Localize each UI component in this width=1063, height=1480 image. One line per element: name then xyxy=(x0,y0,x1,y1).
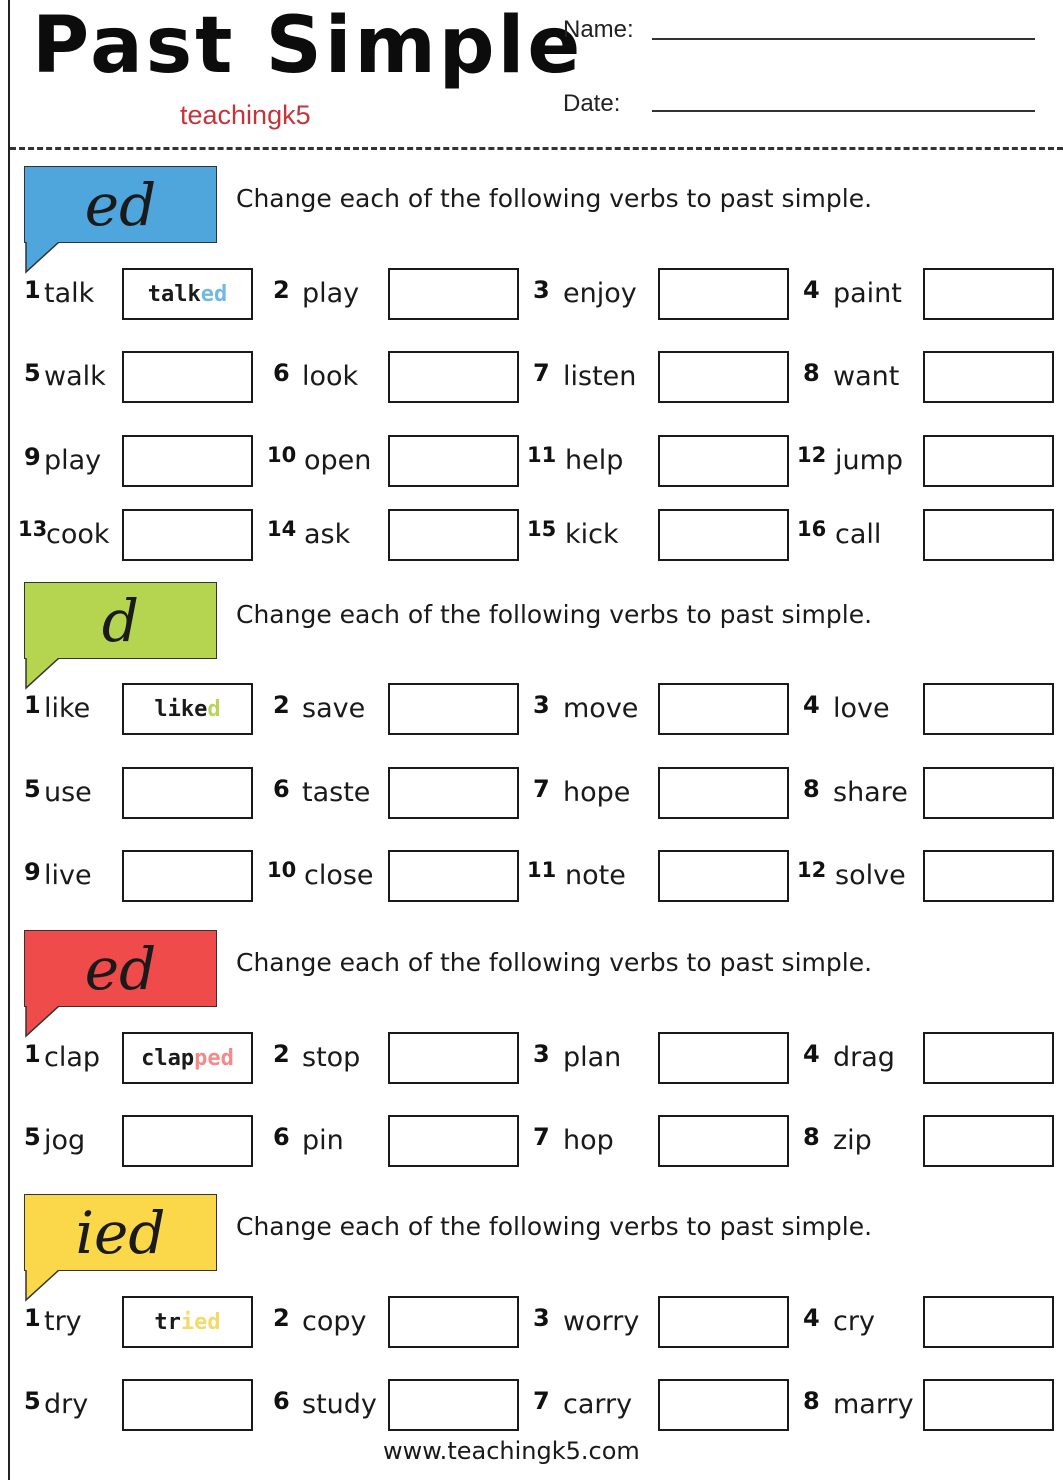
item-number: 6 xyxy=(273,359,290,387)
verb-label: play xyxy=(302,278,360,309)
exercise-section xyxy=(0,1194,1063,1274)
answer-box[interactable] xyxy=(658,683,789,735)
verb-label: zip xyxy=(833,1125,872,1156)
answer-box[interactable] xyxy=(122,1115,253,1167)
item-number: 14 xyxy=(267,517,297,541)
verb-label: cook xyxy=(46,519,110,550)
answer-box[interactable] xyxy=(658,268,789,320)
item-number: 10 xyxy=(267,443,297,467)
item-number: 3 xyxy=(533,276,550,304)
verb-label: plan xyxy=(563,1042,622,1073)
verb-label: open xyxy=(304,445,372,476)
verb-label: play xyxy=(44,445,102,476)
item-number: 7 xyxy=(533,359,550,387)
verb-label: live xyxy=(44,860,92,891)
worksheet-title: Past Simple xyxy=(32,1,584,91)
date-label: Date: xyxy=(563,90,621,117)
ending-banner xyxy=(24,930,217,1007)
exercise-row xyxy=(0,1031,1063,1087)
item-number: 13 xyxy=(18,517,48,541)
example-stem: tr xyxy=(154,1309,181,1335)
exercise-section xyxy=(0,582,1063,662)
item-number: 2 xyxy=(273,691,290,719)
verb-label: look xyxy=(302,361,359,392)
verb-label: jump xyxy=(835,445,904,476)
item-number: 3 xyxy=(533,1040,550,1068)
answer-box[interactable] xyxy=(122,435,253,487)
item-number: 5 xyxy=(24,359,41,387)
verb-label: kick xyxy=(565,519,619,550)
verb-label: listen xyxy=(563,361,637,392)
verb-label: move xyxy=(563,693,639,724)
item-number: 6 xyxy=(273,775,290,803)
verb-label: note xyxy=(565,860,626,891)
exercise-section xyxy=(0,166,1063,246)
answer-box[interactable] xyxy=(658,1032,789,1084)
verb-label: use xyxy=(44,777,92,808)
item-number: 9 xyxy=(24,858,41,886)
instruction-text: Change each of the following verbs to past simple. xyxy=(236,948,873,977)
item-number: 4 xyxy=(803,1304,820,1332)
answer-box[interactable] xyxy=(388,1379,519,1431)
ending-label: ied xyxy=(75,1198,166,1267)
answer-box[interactable] xyxy=(658,1296,789,1348)
verb-label: dry xyxy=(44,1389,89,1420)
answer-box[interactable] xyxy=(122,351,253,403)
item-number: 2 xyxy=(273,1304,290,1332)
verb-label: try xyxy=(44,1306,82,1337)
item-number: 7 xyxy=(533,1387,550,1415)
item-number: 9 xyxy=(24,443,41,471)
exercise-row xyxy=(0,1295,1063,1351)
ending-banner xyxy=(24,1194,217,1271)
answer-box[interactable] xyxy=(923,1115,1054,1167)
answer-box[interactable] xyxy=(658,509,789,561)
item-number: 8 xyxy=(803,1123,820,1151)
exercise-row xyxy=(0,508,1063,564)
verb-label: walk xyxy=(44,361,106,392)
answer-box[interactable] xyxy=(388,683,519,735)
verb-label: carry xyxy=(563,1389,633,1420)
name-field[interactable] xyxy=(652,38,1035,40)
exercise-row xyxy=(0,350,1063,406)
answer-box[interactable] xyxy=(923,509,1054,561)
item-number: 2 xyxy=(273,276,290,304)
item-number: 7 xyxy=(533,775,550,803)
verb-label: marry xyxy=(833,1389,914,1420)
example-answer-box[interactable] xyxy=(122,268,253,320)
example-answer-box[interactable] xyxy=(122,1032,253,1084)
answer-box[interactable] xyxy=(923,1379,1054,1431)
exercise-row xyxy=(0,849,1063,905)
answer-box[interactable] xyxy=(388,351,519,403)
verb-label: enjoy xyxy=(563,278,637,309)
verb-label: stop xyxy=(302,1042,361,1073)
exercise-row xyxy=(0,267,1063,323)
item-number: 3 xyxy=(533,691,550,719)
example-answer-box[interactable] xyxy=(122,683,253,735)
verb-label: solve xyxy=(835,860,906,891)
date-field[interactable] xyxy=(652,110,1035,112)
verb-label: worry xyxy=(563,1306,640,1337)
verb-label: like xyxy=(44,693,91,724)
answer-box[interactable] xyxy=(923,767,1054,819)
instruction-text: Change each of the following verbs to past simple. xyxy=(236,1212,873,1241)
answer-box[interactable] xyxy=(658,351,789,403)
exercise-row xyxy=(0,1114,1063,1170)
example-suffix: ed xyxy=(200,281,228,307)
example-answer-box[interactable] xyxy=(122,1296,253,1348)
item-number: 7 xyxy=(533,1123,550,1151)
item-number: 5 xyxy=(24,1123,41,1151)
answer-box[interactable] xyxy=(923,268,1054,320)
exercise-row xyxy=(0,682,1063,738)
answer-box[interactable] xyxy=(923,435,1054,487)
item-number: 1 xyxy=(24,1304,41,1332)
example-suffix: ped xyxy=(194,1045,234,1071)
name-label: Name: xyxy=(563,16,634,43)
answer-box[interactable] xyxy=(388,268,519,320)
exercise-section xyxy=(0,930,1063,1010)
verb-label: call xyxy=(835,519,882,550)
verb-label: talk xyxy=(44,278,95,309)
item-number: 1 xyxy=(24,276,41,304)
verb-label: share xyxy=(833,777,908,808)
verb-label: hope xyxy=(563,777,631,808)
exercise-row xyxy=(0,1378,1063,1434)
answer-box[interactable] xyxy=(388,767,519,819)
example-stem: clap xyxy=(141,1045,195,1071)
brand-label: teachingk5 xyxy=(180,100,311,130)
verb-label: clap xyxy=(44,1042,101,1073)
item-number: 12 xyxy=(797,443,827,467)
verb-label: help xyxy=(565,445,624,476)
exercise-row xyxy=(0,434,1063,490)
verb-label: ask xyxy=(304,519,351,550)
item-number: 8 xyxy=(803,359,820,387)
answer-box[interactable] xyxy=(658,850,789,902)
item-number: 11 xyxy=(527,443,557,467)
item-number: 8 xyxy=(803,1387,820,1415)
answer-box[interactable] xyxy=(388,1115,519,1167)
item-number: 4 xyxy=(803,691,820,719)
answer-box[interactable] xyxy=(388,509,519,561)
answer-box[interactable] xyxy=(388,850,519,902)
item-number: 4 xyxy=(803,1040,820,1068)
answer-box[interactable] xyxy=(658,435,789,487)
verb-label: want xyxy=(833,361,900,392)
verb-label: taste xyxy=(302,777,371,808)
item-number: 3 xyxy=(533,1304,550,1332)
ending-label: d xyxy=(101,586,140,655)
ending-label: ed xyxy=(84,934,157,1003)
instruction-text: Change each of the following verbs to past simple. xyxy=(236,600,873,629)
item-number: 4 xyxy=(803,276,820,304)
item-number: 5 xyxy=(24,1387,41,1415)
item-number: 2 xyxy=(273,1040,290,1068)
exercise-row xyxy=(0,766,1063,822)
answer-box[interactable] xyxy=(122,767,253,819)
verb-label: study xyxy=(302,1389,377,1420)
verb-label: cry xyxy=(833,1306,875,1337)
answer-box[interactable] xyxy=(388,1032,519,1084)
item-number: 10 xyxy=(267,858,297,882)
example-stem: talk xyxy=(147,281,201,307)
answer-box[interactable] xyxy=(122,509,253,561)
verb-label: save xyxy=(302,693,366,724)
footer-url: www.teachingk5.com xyxy=(383,1437,640,1465)
example-suffix: d xyxy=(207,696,221,722)
dashed-divider xyxy=(10,147,1063,150)
answer-box[interactable] xyxy=(923,850,1054,902)
example-suffix: ied xyxy=(180,1309,221,1335)
verb-label: paint xyxy=(833,278,902,309)
verb-label: copy xyxy=(302,1306,367,1337)
answer-box[interactable] xyxy=(122,1379,253,1431)
verb-label: close xyxy=(304,860,374,891)
answer-box[interactable] xyxy=(923,1032,1054,1084)
item-number: 1 xyxy=(24,1040,41,1068)
answer-box[interactable] xyxy=(658,767,789,819)
verb-label: hop xyxy=(563,1125,614,1156)
answer-box[interactable] xyxy=(923,683,1054,735)
item-number: 12 xyxy=(797,858,827,882)
answer-box[interactable] xyxy=(388,435,519,487)
verb-label: pin xyxy=(302,1125,344,1156)
item-number: 6 xyxy=(273,1387,290,1415)
ending-banner xyxy=(24,582,217,659)
item-number: 6 xyxy=(273,1123,290,1151)
item-number: 8 xyxy=(803,775,820,803)
instruction-text: Change each of the following verbs to past simple. xyxy=(236,184,873,213)
verb-label: jog xyxy=(44,1125,86,1156)
ending-banner xyxy=(24,166,217,243)
answer-box[interactable] xyxy=(923,1296,1054,1348)
item-number: 11 xyxy=(527,858,557,882)
verb-label: love xyxy=(833,693,890,724)
answer-box[interactable] xyxy=(658,1115,789,1167)
answer-box[interactable] xyxy=(122,850,253,902)
item-number: 1 xyxy=(24,691,41,719)
verb-label: drag xyxy=(833,1042,895,1073)
answer-box[interactable] xyxy=(923,351,1054,403)
example-stem: like xyxy=(154,696,208,722)
item-number: 15 xyxy=(527,517,557,541)
answer-box[interactable] xyxy=(658,1379,789,1431)
item-number: 5 xyxy=(24,775,41,803)
ending-label: ed xyxy=(84,170,157,239)
answer-box[interactable] xyxy=(388,1296,519,1348)
item-number: 16 xyxy=(797,517,827,541)
